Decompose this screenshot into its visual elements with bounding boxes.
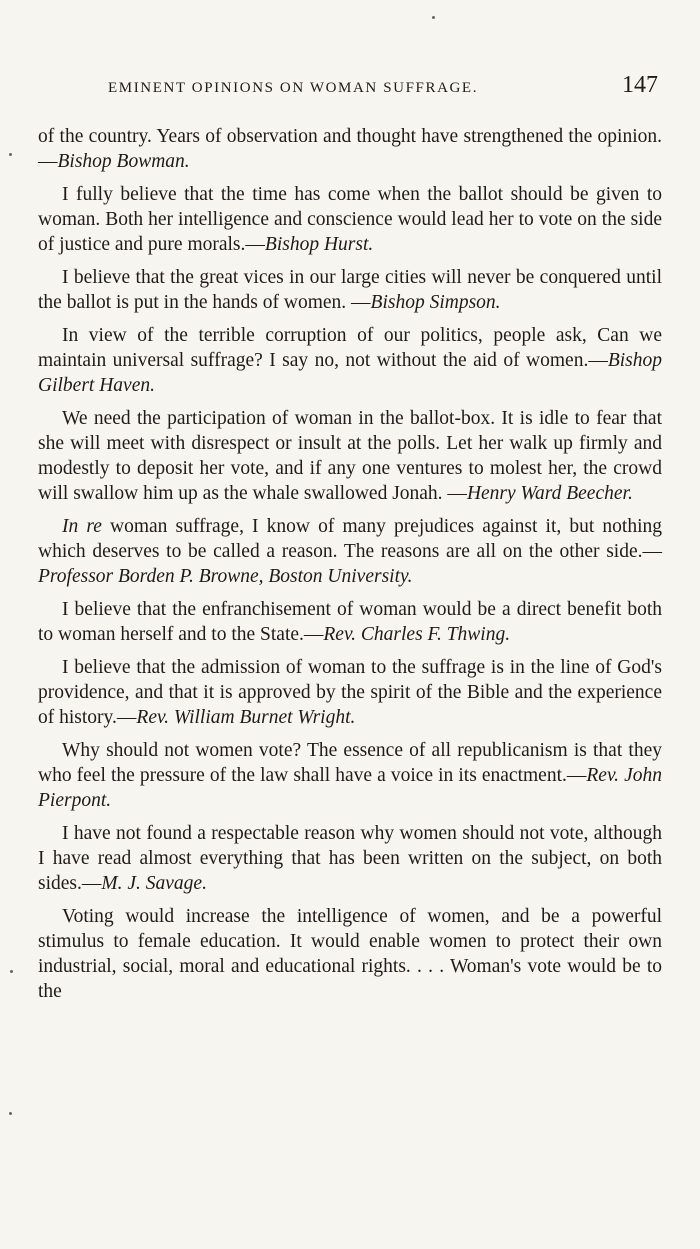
page-header: [40, 72, 660, 102]
paragraph-5: We need the participation of woman in the ballot-box. It is idle to fear that she will meet with disrespect or insult at the polls. Let her walk up firmly and modestly to deposit her vote, and if any one ventures to molest her, the crowd will swallow him up as the whale swallowed Jonah. —Henry Ward Beecher.: [38, 408, 662, 504]
paragraph-10: I have not found a respectable reason why women should not vote, although I have read almost everything that has been written on the subject, on both sides.—M. J. Savage.: [38, 823, 662, 894]
paragraph-9: Why should not women vote? The essence of all republicanism is that they who feel the pressure of the law shall have a voice in its enactment.—Rev. John Pierpont.: [38, 740, 663, 811]
margin-speck: [10, 970, 13, 973]
attribution: Bishop Bowman.: [57, 151, 190, 172]
attribution: Bishop Hurst.: [264, 234, 374, 255]
attribution: Bishop Simpson.: [370, 292, 501, 313]
paragraph-1: of the country. Years of observation and thought have strengthened the opinion.—Bishop Bowman.: [38, 126, 662, 172]
paragraph-7: I believe that the enfranchisement of woman would be a direct benefit both to woman herself and to the State.—Rev. Charles F. Thwing.: [38, 599, 662, 645]
paragraph-3: I believe that the great vices in our large cities will never be conquered until the ballot is put in the hands of women. —Bishop Simpson.: [38, 267, 662, 313]
attribution: Rev. Charles F. Thwing.: [323, 624, 511, 645]
lead-italic: In re: [62, 516, 102, 537]
attribution: Bishop Gilbert Haven.: [38, 350, 662, 396]
page-number: 147: [622, 72, 658, 98]
paragraph-6: In re woman suffrage, I know of many prejudices against it, but nothing which deserves to be called a reason. The reasons are all on the other side.—Professor Borden P. Browne, Boston University.: [38, 516, 663, 587]
margin-speck: [9, 1112, 12, 1115]
paragraph-4: In view of the terrible corruption of our politics, people ask, Can we maintain universal suffrage? I say no, not without the aid of women.—Bishop Gilbert Haven.: [38, 325, 662, 396]
margin-speck: [9, 153, 12, 156]
body-text: [38, 124, 662, 1012]
running-head: EMINENT OPINIONS ON WOMAN SUFFRAGE.: [108, 80, 479, 96]
margin-speck: [432, 16, 435, 19]
paragraph-8: I believe that the admission of woman to the suffrage is in the line of God's providence, and that it is approved by the spirit of the Bible and the experience of history.—Rev. William Burnet Wright.: [38, 657, 662, 728]
attribution: Rev. John Pierpont.: [38, 765, 663, 811]
attribution: Henry Ward Beecher.: [466, 483, 633, 504]
attribution: Professor Borden P. Browne, Boston University.: [38, 566, 413, 587]
attribution: Rev. William Burnet Wright.: [136, 707, 356, 728]
attribution: M. J. Savage.: [101, 873, 207, 894]
paragraph-11: Voting would increase the intelligence of women, and be a powerful stimulus to female education. It would enable women to protect their own industrial, social, moral and educational rights. . . . Woman's vote would be to the: [38, 906, 662, 1002]
paragraph-2: I fully believe that the time has come when the ballot should be given to woman. Both her intelligence and conscience would lead her to vote on the side of justice and pure morals.—Bishop Hurst.: [38, 184, 662, 255]
